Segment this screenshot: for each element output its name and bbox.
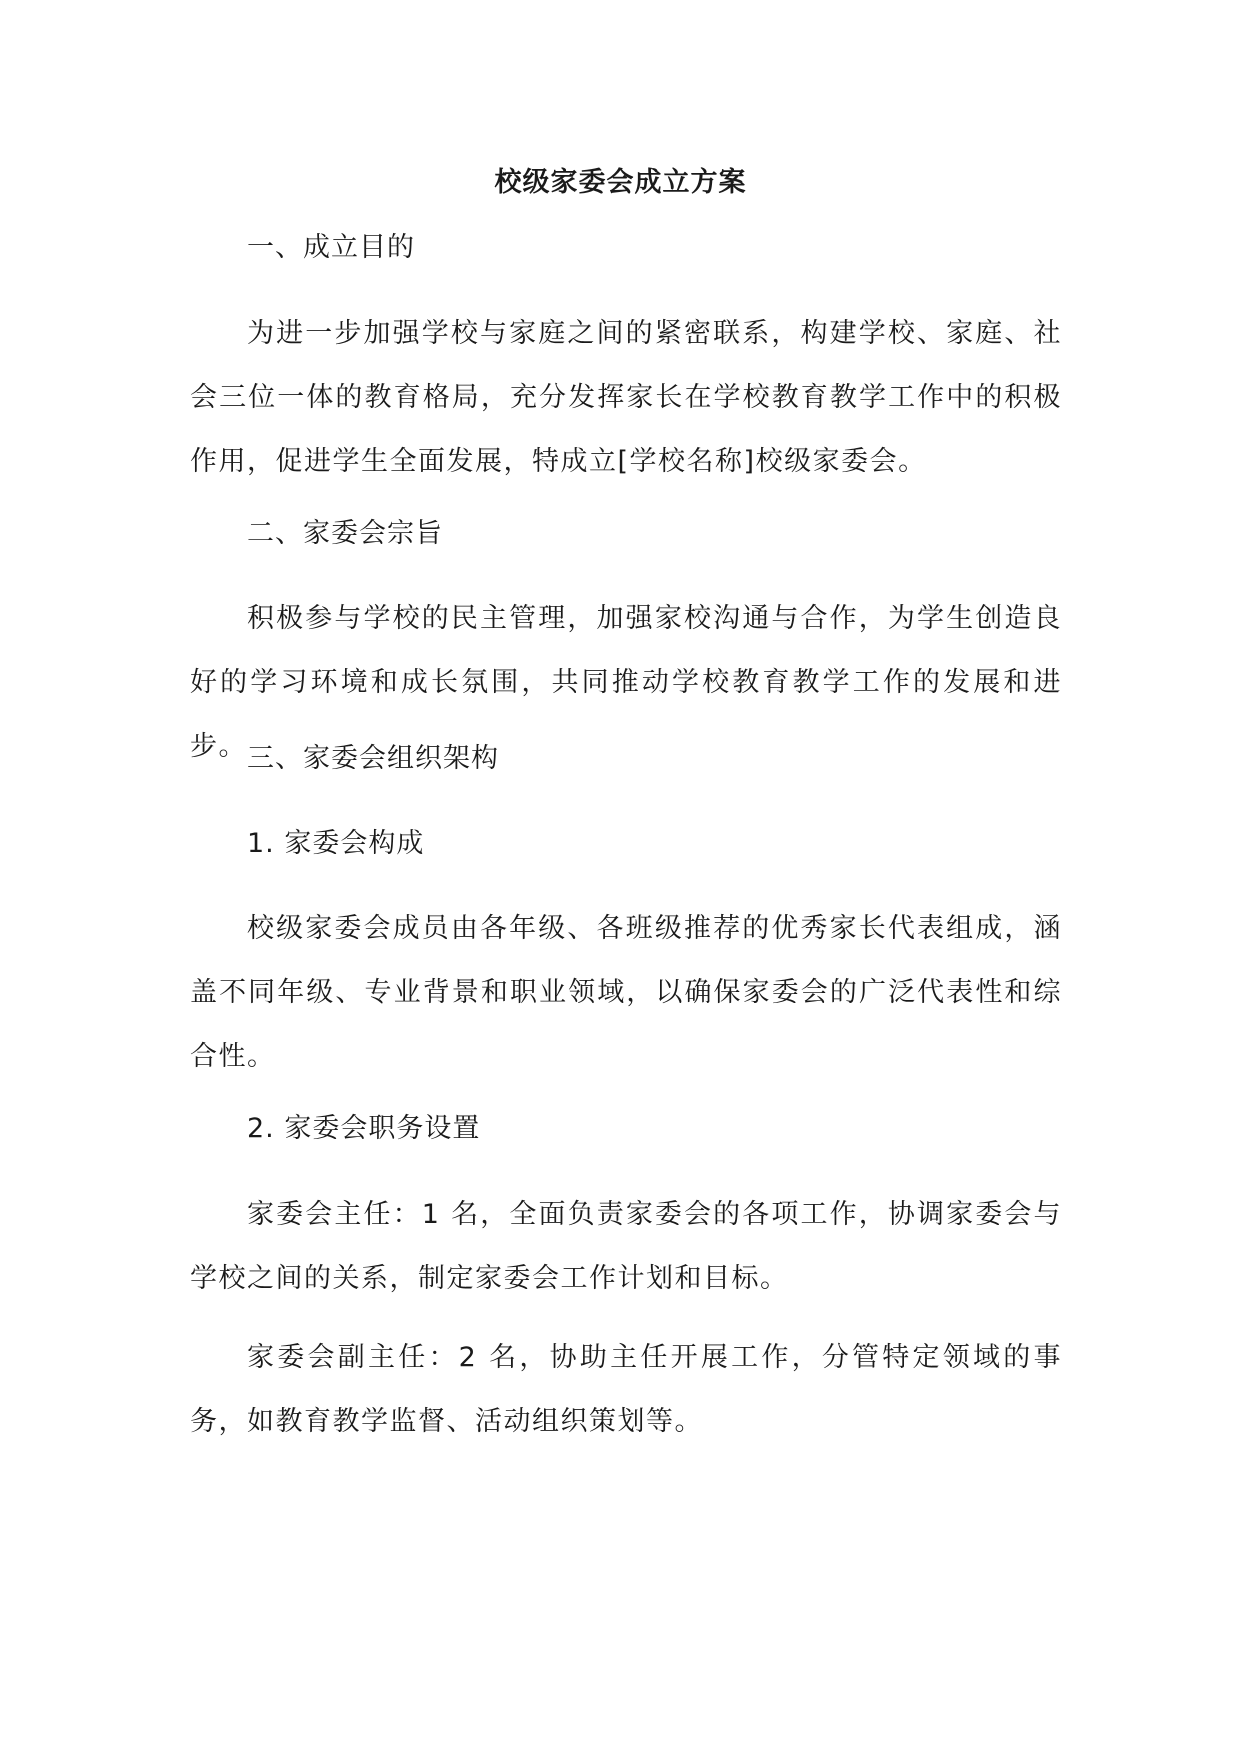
paragraph-vice-director-role: 家委会副主任：2 名，协助主任开展工作，分管特定领域的事务，如教育教学监督、活动组织策划等。 [190,1342,1062,1437]
document-title: 校级家委会成立方案 [494,167,747,198]
paragraph-composition: 校级家委会成员由各年级、各班级推荐的优秀家长代表组成，涵盖不同年级、专业背景和职业领域，以确保家委会的广泛代表性和综合性。 [190,913,1062,1072]
section-heading-tenet: 二、家委会宗旨 [247,518,443,549]
subsection-heading-positions: 2. 家委会职务设置 [247,1113,481,1144]
section-heading-purpose: 一、成立目的 [247,232,415,263]
paragraph-purpose: 为进一步加强学校与家庭之间的紧密联系，构建学校、家庭、社会三位一体的教育格局，充分发挥家长在学校教育教学工作中的积极作用，促进学生全面发展，特成立[学校名称]校级家委会。 [190,318,1062,477]
section-heading-structure: 三、家委会组织架构 [247,743,499,774]
subsection-heading-composition: 1. 家委会构成 [247,828,425,859]
paragraph-tenet: 积极参与学校的民主管理，加强家校沟通与合作，为学生创造良好的学习环境和成长氛围，共同推动学校教育教学工作的发展和进步。 [190,603,1062,762]
paragraph-director-role: 家委会主任：1 名，全面负责家委会的各项工作，协调家委会与学校之间的关系，制定家委会工作计划和目标。 [190,1199,1062,1294]
